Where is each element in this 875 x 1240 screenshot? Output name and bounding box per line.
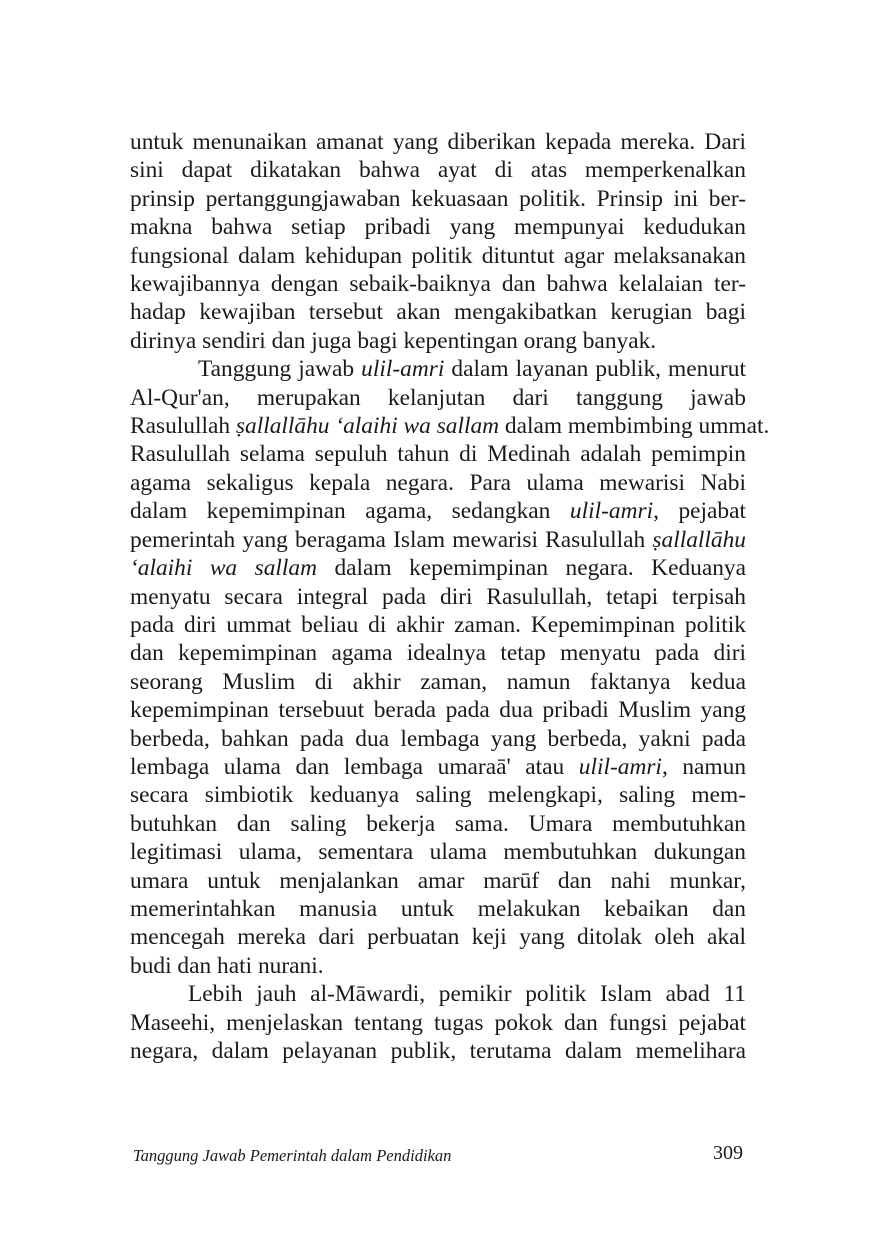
paragraph-2-line-13: kepemimpinan tersebuut berada pada dua pribadi Muslim yang [130,697,746,724]
paragraph-2-line-8: ‘alaihi wa sallam dalam kepemimpinan negara. Keduanya [130,555,746,582]
paragraph-2-line-17: butuhkan dan saling bekerja sama. Umara membutuhkan [130,810,746,837]
body-text [130,128,770,1065]
paragraph-3-line-2: Maseehi, menjelaskan tentang tugas pokok dan fungsi pejabat [130,1009,746,1036]
paragraph-1-line-3: prinsip pertanggungjawaban kekuasaan politik. Prinsip ini ber- [130,185,746,212]
paragraph-1-line-6: kewajibannya dengan sebaik-baiknya dan bahwa kelalaian ter- [130,271,746,298]
paragraph-1-line-7: hadap kewajiban tersebut akan mengakibatkan kerugian bagi [130,299,746,326]
paragraph-3-line-3: negara, dalam pelayanan publik, terutama dalam memelihara [130,1038,746,1064]
paragraph-1-line-8: dirinya sendiri dan juga bagi kepentingan orang banyak. [130,327,657,354]
paragraph-2-line-5: agama sekaligus kepala negara. Para ulama mewarisi Nabi [130,469,746,496]
paragraph-3-line-1: Lebih jauh al-Māwardi, pemikir politik Islam abad 11 [188,981,746,1008]
paragraph-1-line-4: makna bahwa setiap pribadi yang mempunyai kedudukan [130,214,746,241]
paragraph-2-line-4: Rasulullah selama sepuluh tahun di Medinah adalah pemimpin [130,441,746,468]
paragraph-2-line-3: Rasulullah ṣallallāhu ‘alaihi wa sallam dalam membimbing ummat. [130,413,770,440]
page-footer [133,1142,743,1168]
paragraph-2-line-11: dan kepemimpinan agama idealnya tetap menyatu pada diri [130,640,746,667]
paragraph-2-line-18: legitimasi ulama, sementara ulama membutuhkan dukungan [130,839,746,866]
paragraph-1-line-1: untuk menunaikan amanat yang diberikan kepada mereka. Dari [130,129,746,155]
paragraph-2-line-21: mencegah mereka dari perbuatan keji yang ditolak oleh akal [130,924,746,951]
paragraph-2-line-22: budi dan hati nurani. [130,952,324,979]
paragraph-2-line-15: lembaga ulama dan lembaga umaraā' atau ulil-amri, namun [130,753,747,780]
paragraph-2-line-2: Al-Qur'an, merupakan kelanjutan dari tanggung jawab [130,384,746,411]
paragraph-2-line-19: umara untuk menjalankan amar marūf dan nahi munkar, [130,867,746,894]
paragraph-2-line-16: secara simbiotik keduanya saling melengkapi, saling mem- [130,782,746,809]
paragraph-2-line-14: berbeda, bahkan pada dua lembaga yang berbeda, yakni pada [130,725,746,752]
paragraph-2-line-12: seorang Muslim di akhir zaman, namun faktanya kedua [130,668,746,695]
paragraph-2-line-9: menyatu secara integral pada diri Rasulullah, tetapi terpisah [130,583,746,610]
paragraph-2-line-10: pada diri ummat beliau di akhir zaman. Kepemimpinan politik [130,611,746,638]
paragraph-1-line-5: fungsional dalam kehidupan politik dituntut agar melaksanakan [130,242,746,269]
paragraph-1-line-2: sini dapat dikatakan bahwa ayat di atas memperkenalkan [130,157,746,184]
paragraph-2-line-20: memerintahkan manusia untuk melakukan kebaikan dan [130,895,746,922]
page-number: 309 [713,1142,743,1164]
paragraph-2-line-1: Tanggung jawab ulil-amri dalam layanan publik, menurut [198,356,746,383]
paragraph-2-line-7: pemerintah yang beragama Islam mewarisi Rasulullah ṣallallāhu [130,526,746,553]
running-footer-title: Tanggung Jawab Pemerintah dalam Pendidikan [133,1146,452,1165]
paragraph-2-line-6: dalam kepemimpinan agama, sedangkan ulil-amri, pejabat [130,498,746,525]
